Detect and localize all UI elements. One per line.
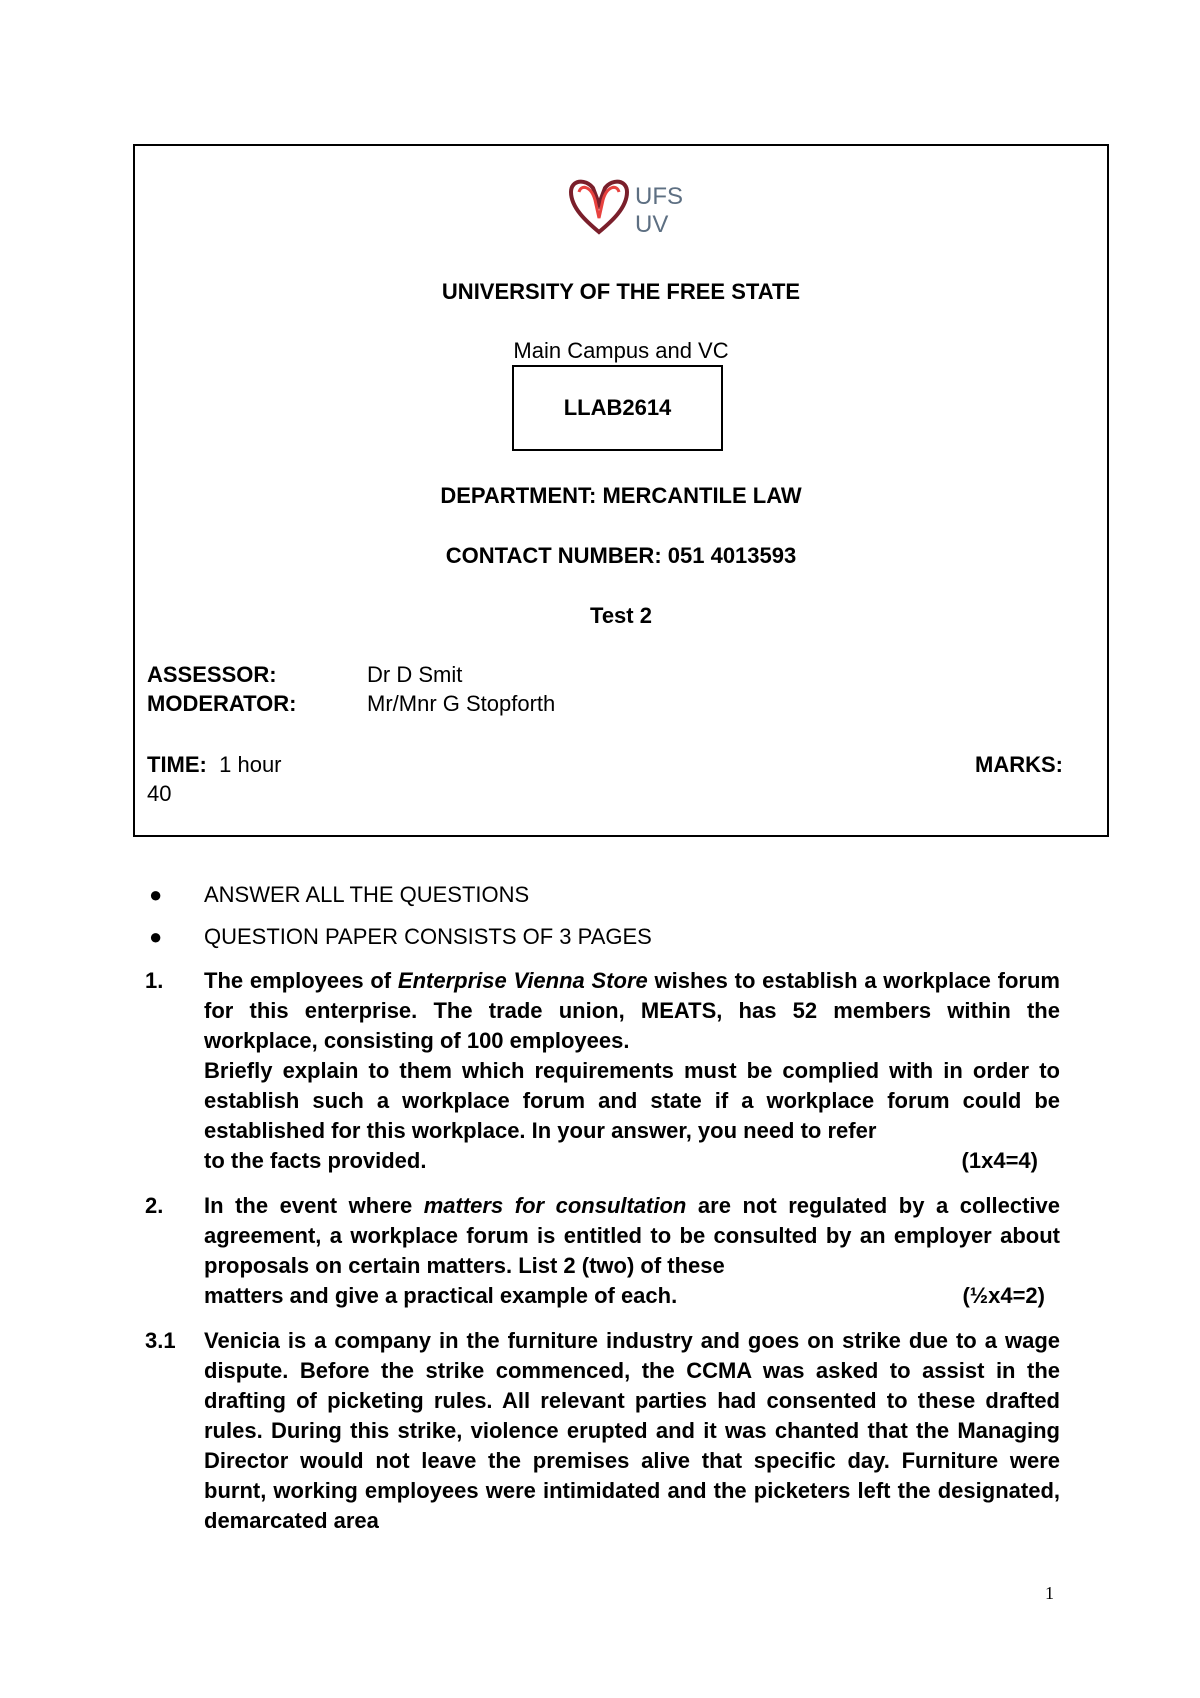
marks-label: MARKS:	[975, 752, 1063, 777]
assessor-row	[147, 661, 462, 689]
question-number: 1.	[145, 968, 164, 993]
assessor-label: ASSESSOR:	[147, 662, 277, 687]
cover-box	[133, 144, 1109, 837]
contact-line: CONTACT NUMBER: 051 4013593	[445, 543, 797, 568]
question-2	[145, 1191, 1060, 1311]
instruction-text: ANSWER ALL THE QUESTIONS	[204, 882, 530, 907]
question-2-marks: (½x4=2)	[962, 1283, 1045, 1308]
time-label: TIME:	[147, 752, 207, 777]
question-3-1-text: Venicia is a company in the furniture industry and goes on strike due to a wage dispute. Before the strike commenced, the CCMA was asked to assist in the drafting of picketing rules. All relevant parties had consented to these drafted rules. During this strike, violence erupted and it was chanted that the Managing Director would not leave the premises alive that specific day. Furniture were burnt, working employees were intimidated and the picketers left the designated, demarcated area	[204, 1328, 1060, 1533]
logo-text-bottom: UV	[635, 211, 669, 238]
moderator-row	[147, 690, 555, 718]
moderator-value: Mr/Mnr G Stopforth	[367, 691, 556, 716]
question-1-marks: (1x4=4)	[961, 1148, 1038, 1173]
question-1-text: The employees of Enterprise Vienna Store wishes to establish a workplace forum for this enterprise. The trade union, MEATS, has 52 members within the workplace, consisting of 100 employees.	[204, 968, 1060, 1053]
question-2-last-line: matters and give a practical example of each. (½x4=2)	[204, 1281, 1060, 1311]
university-title: UNIVERSITY OF THE FREE STATE	[441, 279, 801, 304]
bullet-icon: ●	[149, 924, 163, 949]
time-row	[147, 751, 282, 779]
marks-value: 40	[147, 781, 172, 806]
time-value: 1 hour	[219, 752, 282, 777]
question-number: 3.1	[145, 1328, 176, 1353]
question-1-instruction: Briefly explain to them which requirements must be complied with in order to establish such a workplace forum and state if a workplace forum could be established for this workplace. In your answer, you need to refer	[204, 1058, 1060, 1143]
instruction-item	[145, 880, 1060, 910]
module-code-box: LLAB2614	[512, 365, 723, 451]
page-number: 1	[1045, 1583, 1054, 1603]
instruction-text: QUESTION PAPER CONSISTS OF 3 PAGES	[204, 924, 652, 949]
question-number: 2.	[145, 1193, 164, 1218]
question-body	[145, 880, 1060, 1551]
campus-line: Main Campus and VC	[513, 338, 729, 363]
assessor-value: Dr D Smit	[367, 662, 463, 687]
test-title: Test 2	[590, 603, 652, 628]
bullet-icon: ●	[149, 882, 163, 907]
department-line: DEPARTMENT: MERCANTILE LAW	[440, 483, 802, 508]
question-1-last-line: to the facts provided. (1x4=4)	[204, 1146, 1060, 1176]
question-2-text: In the event where matters for consultation are not regulated by a collective agreement, a workplace forum is entitled to be consulted by an employer about proposals on certain matters. List 2 (two) of these	[204, 1193, 1061, 1278]
question-3-1	[145, 1326, 1060, 1536]
instruction-item	[145, 922, 1060, 952]
logo-text-top: UFS	[635, 183, 683, 210]
moderator-label: MODERATOR:	[147, 691, 297, 716]
question-1	[145, 966, 1060, 1176]
ufs-uv-logo-icon	[563, 174, 723, 238]
